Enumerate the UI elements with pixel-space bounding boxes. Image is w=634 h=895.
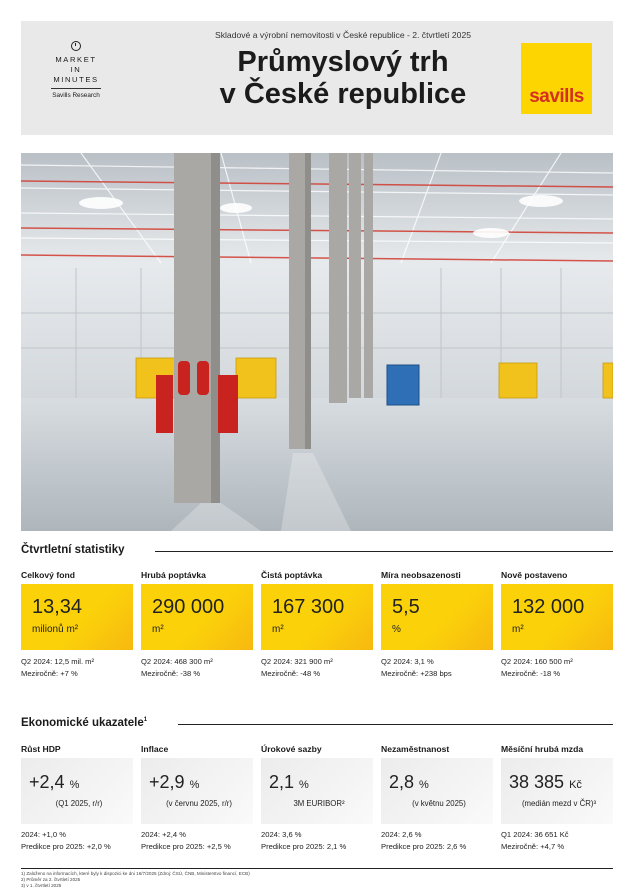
stat-note-yoy: Meziročně: -18 % xyxy=(501,669,561,678)
footnote-rule xyxy=(21,868,613,869)
economic-heading xyxy=(21,717,147,729)
economic-heading-sup: 1 xyxy=(143,717,148,724)
stat-note-prev: Q2 2024: 3,1 % xyxy=(381,657,434,666)
eco-sub: (medián mezd v ČR)³ xyxy=(521,799,597,808)
eco-value xyxy=(509,772,582,793)
eco-note xyxy=(501,829,613,853)
eco-box xyxy=(261,758,373,824)
stat-box xyxy=(261,584,373,650)
eco-unemployment xyxy=(381,744,493,853)
eco-value xyxy=(269,772,309,793)
eco-note-forecast: Predikce pro 2025: +2,5 % xyxy=(141,842,231,851)
stat-note-prev: Q2 2024: 321 900 m² xyxy=(261,657,333,666)
brand-divider xyxy=(51,88,101,89)
eco-note-prev: 2024: +2,4 % xyxy=(141,830,186,839)
eco-label: Růst HDP xyxy=(21,744,61,754)
eco-box xyxy=(381,758,493,824)
stat-unit: m² xyxy=(512,624,524,635)
eco-note-forecast: Predikce pro 2025: +2,0 % xyxy=(21,842,111,851)
title-line-1: Průmyslový trh xyxy=(237,46,449,78)
eco-label: Nezaměstnanost xyxy=(381,744,450,754)
footnote-2: 2) Průměr za 2. čtvrtletí 2025 xyxy=(21,877,81,882)
eco-sub: (v červnu 2025, r/r) xyxy=(166,799,232,808)
quarterly-stats-heading: Čtvrtletní statistiky xyxy=(21,544,125,556)
eco-value-unit: % xyxy=(189,779,200,791)
stat-note xyxy=(381,656,493,680)
stat-unit: m² xyxy=(152,624,164,635)
stat-note-yoy: Meziročně: +7 % xyxy=(21,669,78,678)
title-line-2: v České republice xyxy=(219,78,467,110)
stat-note xyxy=(501,656,613,680)
stat-note-yoy: Meziročně: -38 % xyxy=(141,669,201,678)
report-subtitle: Skladové a výrobní nemovitosti v České republice - 2. čtvrtletí 2025 xyxy=(214,30,472,40)
eco-box xyxy=(21,758,133,824)
economic-heading-rule xyxy=(178,724,613,725)
eco-value-unit: % xyxy=(419,779,429,791)
stat-note-prev: Q2 2024: 160 500 m² xyxy=(501,657,573,666)
stat-note-yoy: Meziročně: +238 bps xyxy=(381,669,452,678)
eco-box xyxy=(501,758,613,824)
eco-box xyxy=(141,758,253,824)
quarterly-heading-rule xyxy=(155,551,613,552)
eco-label: Inflace xyxy=(141,744,169,754)
eco-interest-rates xyxy=(261,744,373,853)
footnote-1: 1) Založeno na informacích, které byly k dispozici ke dni 16/7/2025 (Zdroj: ČSÚ, ČNB, Ministerstvo financí, ECB) xyxy=(21,871,250,876)
stat-label: Nově postaveno xyxy=(501,570,568,580)
eco-label: Měsíční hrubá mzda xyxy=(501,744,584,754)
header-banner xyxy=(21,21,613,135)
stat-value: 290 000 xyxy=(152,596,225,618)
stat-note xyxy=(261,656,373,680)
stat-net-demand xyxy=(261,570,373,680)
eco-label: Úrokové sazby xyxy=(261,744,322,754)
page-title xyxy=(133,46,553,110)
eco-value-unit: Kč xyxy=(569,779,582,791)
eco-gdp-growth xyxy=(21,744,133,853)
eco-note xyxy=(261,829,373,853)
eco-sub: (Q1 2025, r/r) xyxy=(55,799,103,808)
warehouse-illustration xyxy=(21,153,613,531)
brand-line-1: MARKET xyxy=(55,55,97,64)
eco-note-forecast: Predikce pro 2025: 2,1 % xyxy=(261,842,347,851)
brand-line-3: MINUTES xyxy=(53,75,99,84)
stat-box xyxy=(501,584,613,650)
stat-gross-demand xyxy=(141,570,253,680)
stat-label: Míra neobsazenosti xyxy=(381,570,461,580)
stat-note-prev: Q2 2024: 468 300 m² xyxy=(141,657,213,666)
brand-research: Savills Research xyxy=(52,92,100,99)
stat-note xyxy=(141,656,253,680)
savills-logo xyxy=(521,43,592,114)
stat-label: Hrubá poptávka xyxy=(141,570,206,580)
stat-new-supply xyxy=(501,570,613,680)
eco-note-yoy: Meziročně: +4,7 % xyxy=(501,842,565,851)
eco-value xyxy=(389,772,429,793)
stat-label: Čistá poptávka xyxy=(261,570,323,580)
stat-label: Celkový fond xyxy=(21,570,75,580)
eco-sub: 3M EURIBOR² xyxy=(293,799,345,808)
eco-note xyxy=(381,829,493,853)
eco-note-prev: 2024: 3,6 % xyxy=(261,830,302,839)
brand-line-2: IN xyxy=(70,65,82,74)
eco-note-forecast: Predikce pro 2025: 2,6 % xyxy=(381,842,467,851)
stat-note-yoy: Meziročně: -48 % xyxy=(261,669,321,678)
stat-value: 132 000 xyxy=(512,596,585,618)
stat-value: 167 300 xyxy=(272,596,345,618)
eco-value-unit: % xyxy=(69,779,80,791)
eco-note xyxy=(141,829,253,853)
stat-unit: m² xyxy=(272,624,284,635)
stat-total-stock xyxy=(21,570,133,680)
footnote-3: 3) v 1. čtvrtletí 2025 xyxy=(21,883,62,888)
stat-box xyxy=(21,584,133,650)
eco-note-prev: Q1 2024: 36 651 Kč xyxy=(501,830,569,839)
stat-box xyxy=(141,584,253,650)
stat-note xyxy=(21,656,133,680)
stat-unit: milionů m² xyxy=(32,624,79,635)
logo-text: savills xyxy=(529,86,584,107)
clock-icon xyxy=(71,41,81,51)
eco-value-number: +2,9 xyxy=(149,772,185,792)
eco-note-prev: 2024: 2,6 % xyxy=(381,830,422,839)
stat-vacancy-rate xyxy=(381,570,493,680)
stat-value: 13,34 xyxy=(32,596,83,618)
eco-inflation xyxy=(141,744,253,853)
stat-value: 5,5 xyxy=(392,596,420,618)
eco-value-unit: % xyxy=(299,779,309,791)
eco-value-number: +2,4 xyxy=(29,772,65,792)
stat-box xyxy=(381,584,493,650)
warehouse-photo xyxy=(21,153,613,531)
stat-note-prev: Q2 2024: 12,5 mil. m² xyxy=(21,657,95,666)
eco-note-prev: 2024: +1,0 % xyxy=(21,830,66,839)
footnotes xyxy=(21,871,250,889)
market-in-minutes-badge xyxy=(47,41,105,99)
eco-value xyxy=(29,772,79,793)
stat-unit: % xyxy=(392,624,401,635)
eco-value-number: 38 385 xyxy=(509,772,565,792)
eco-sub: (v květnu 2025) xyxy=(412,799,466,808)
eco-value xyxy=(149,772,199,793)
eco-note xyxy=(21,829,133,853)
economic-heading-text: Ekonomické ukazatele xyxy=(21,717,144,729)
eco-monthly-wage xyxy=(501,744,613,853)
eco-value-number: 2,1 xyxy=(269,772,295,792)
eco-value-number: 2,8 xyxy=(389,772,415,792)
